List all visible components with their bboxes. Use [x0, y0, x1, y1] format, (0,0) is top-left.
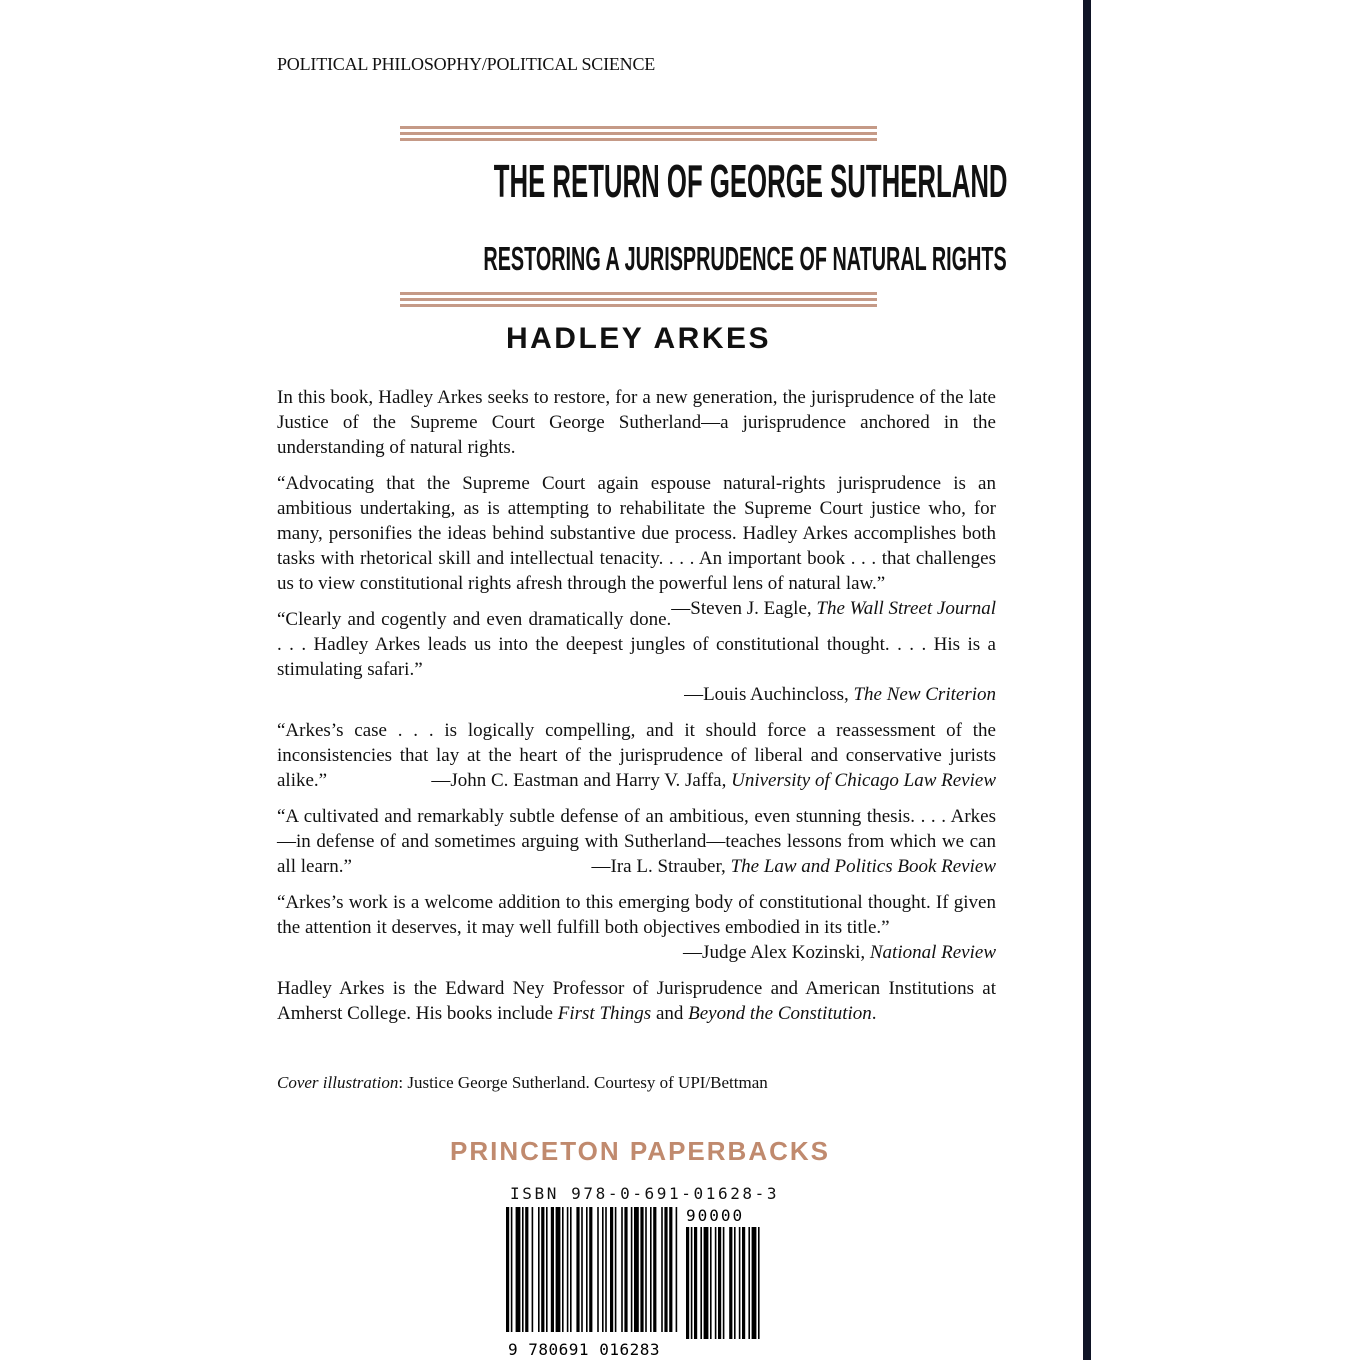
barcode-bar [562, 1207, 564, 1332]
review-attribution: —Steven J. Eagle, The Wall Street Journal [671, 598, 996, 619]
review-2 [277, 607, 996, 707]
barcode-bar [686, 1227, 689, 1339]
isbn-number: ISBN 978-0-691-01628-3 [510, 1184, 780, 1203]
barcode-bar [634, 1207, 639, 1332]
review-attribution: —Louis Auchincloss, The New Criterion [684, 684, 996, 705]
barcode-bar [734, 1227, 736, 1339]
barcode-number: 9 780691 016283 [508, 1340, 660, 1359]
barcode-bar [538, 1207, 540, 1332]
barcode-bar [586, 1207, 588, 1332]
barcode-bar [704, 1227, 709, 1339]
cover-illustration-credit: Cover illustration: Justice George Sutherland. Courtesy of UPI/Bettman [277, 1073, 768, 1092]
barcode-bar [546, 1207, 548, 1332]
barcode-bar [581, 1207, 583, 1332]
barcode-bar [723, 1227, 725, 1339]
review-1 [277, 471, 996, 619]
review-quote: “Arkes’s work is a welcome addition to this emerging body of constitutional thought. If given the attention it deserves, it may well fulfill both objectives embodied in its title.” [277, 892, 996, 938]
review-quote: “A cultivated and remarkably subtle defense of an ambitious, even stunning thesis. . . . Arkes—in defense of and sometimes arguing with Sutherland—teaches lessons from which we can all learn.” [277, 806, 996, 877]
barcode-bar [522, 1207, 524, 1332]
author-bio: Hadley Arkes is the Edward Ney Professor of Jurisprudence and American Institutions at Amherst College. His books include First Things and Beyond the Constitution. [277, 978, 996, 1024]
author-name: HADLEY ARKES [505, 322, 772, 355]
barcode-bar [739, 1227, 741, 1339]
barcode-bar [710, 1227, 712, 1339]
barcode-bar [645, 1207, 647, 1332]
barcode-bar [556, 1207, 561, 1332]
barcode-bar [640, 1207, 643, 1332]
barcode-bar [597, 1207, 599, 1332]
barcode-bar [511, 1207, 513, 1332]
barcode-bar [752, 1227, 757, 1339]
book-subtitle: RESTORING A JURISPRUDENCE OF NATURAL RIGHTS [483, 240, 1007, 277]
review-4 [277, 804, 996, 879]
barcode-bar [694, 1227, 697, 1339]
barcode-bar [610, 1207, 613, 1332]
barcode-bar [650, 1207, 652, 1332]
barcode-bar [506, 1207, 509, 1332]
barcode-bar [570, 1207, 572, 1332]
isbn-barcode [500, 1205, 770, 1360]
barcode-bar [532, 1207, 534, 1332]
barcode-bar [715, 1227, 717, 1339]
barcode-bar [742, 1227, 745, 1339]
barcode-bar [664, 1207, 667, 1332]
spine-edge [1083, 0, 1091, 1360]
category-label: POLITICAL PHILOSOPHY/POLITICAL SCIENCE [277, 54, 656, 74]
review-quote: “Advocating that the Supreme Court again espouse natural-rights jurisprudence is an ambitious undertaking, as is attempting to rehabilitate the Supreme Court justice who, for many, personifies the ideas behind substantive due process. Hadley Arkes accomplishes both tasks with rhetorical skill and intellectual tenacity. . . . An important book . . . that challenges us to view constitutional rights afresh through the powerful lens of natural law.” [277, 473, 996, 594]
barcode-bar [676, 1207, 678, 1332]
barcode-bar [669, 1207, 672, 1332]
barcode-bar [758, 1227, 760, 1339]
review-attribution: —Ira L. Strauber, The Law and Politics Book Review [591, 856, 996, 877]
barcode-bar [621, 1207, 623, 1332]
barcode-bar [605, 1207, 607, 1332]
barcode-bar [551, 1207, 554, 1332]
barcode-bar [624, 1207, 627, 1332]
barcode-bar [576, 1207, 579, 1332]
barcode-bar [525, 1207, 528, 1332]
barcode-bar [729, 1227, 732, 1339]
review-attribution: —Judge Alex Kozinski, National Review [683, 942, 996, 963]
description: In this book, Hadley Arkes seeks to restore, for a new generation, the jurisprudence of the late Justice of the Supreme Court George Sutherland—a jurisprudence anchored in the understanding of natural rights. [277, 387, 996, 458]
barcode-bar [516, 1207, 521, 1332]
publisher-imprint: PRINCETON PAPERBACKS [450, 1136, 830, 1166]
top-decorative-rules [400, 126, 877, 141]
review-quote: “Arkes’s case . . . is logically compelling, and it should force a reassessment of the inconsistencies that lay at the heart of the jurisprudence of liberal and conservative jurists alike.” [277, 720, 996, 791]
barcode-bar [653, 1207, 656, 1332]
review-attribution: —John C. Eastman and Harry V. Jaffa, University of Chicago Law Review [431, 770, 996, 791]
barcode-bar [541, 1207, 544, 1332]
review-5 [277, 890, 996, 965]
bottom-decorative-rules [400, 292, 877, 307]
barcode-bar [615, 1207, 617, 1332]
barcode-bar [718, 1227, 721, 1339]
barcode-bar [661, 1207, 663, 1332]
barcode-bar [748, 1227, 750, 1339]
barcode-bar [567, 1207, 569, 1332]
back-cover-copy [277, 385, 996, 1037]
price-code: 90000 [686, 1206, 745, 1225]
barcode-bar [700, 1227, 702, 1339]
barcode-bar [602, 1207, 604, 1332]
review-quote: “Clearly and cogently and even dramatically done. . . . Hadley Arkes leads us into the deepest jungles of constitutional thought. . . . His is a stimulating safari.” [277, 609, 996, 680]
barcode-bar [691, 1227, 693, 1339]
book-title: THE RETURN OF GEORGE SUTHERLAND [493, 155, 1008, 207]
review-3 [277, 718, 996, 793]
barcode-bar [631, 1207, 633, 1332]
barcode-bar [589, 1207, 592, 1332]
